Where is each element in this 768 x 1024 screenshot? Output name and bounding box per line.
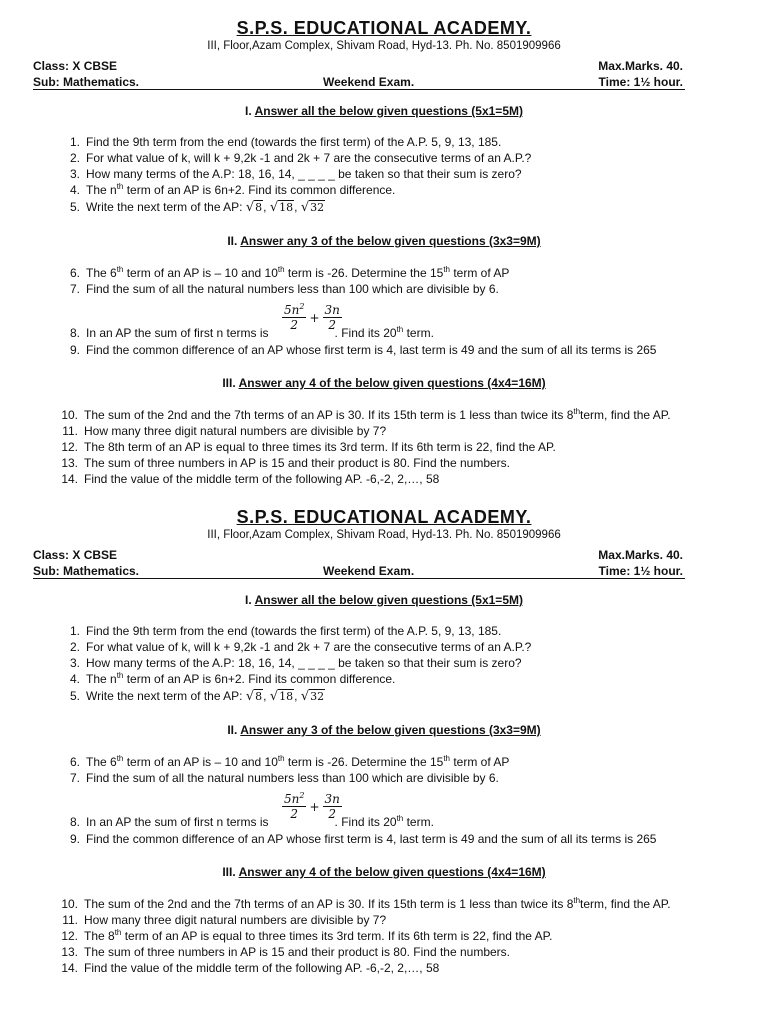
- fraction-denominator: 2: [328, 318, 337, 332]
- radicand: 18: [279, 201, 294, 214]
- subject-label: Sub: Mathematics.: [33, 564, 140, 578]
- question-text: In an AP the sum of first n terms is: [86, 326, 269, 340]
- section-2-heading: [0, 234, 768, 248]
- time-label: Time: 1½ hour.: [598, 564, 683, 578]
- question-text: term, find the AP.: [580, 897, 671, 911]
- question-text: Find the value of the middle term of the following AP. -6,-2, 2,…, 58: [84, 472, 440, 486]
- section-2-heading: [0, 723, 768, 737]
- question-text: Write the next term of the AP:: [86, 689, 246, 703]
- superscript: th: [277, 754, 285, 763]
- question-text: . Find its 20: [334, 326, 397, 340]
- question-11: [54, 424, 386, 439]
- question-text: The sum of three numbers in AP is 15 and their product is 80. Find the numbers.: [84, 456, 511, 470]
- section-text: Answer any 4 of the below given questions (4x4=16M): [238, 376, 546, 390]
- plus-sign: +: [309, 310, 320, 325]
- question-text: The sum of three numbers in AP is 15 and their product is 80. Find the numbers.: [84, 945, 511, 959]
- question-number: 13.: [61, 456, 78, 470]
- question-number: 8.: [69, 815, 80, 829]
- question-number: 1.: [69, 624, 80, 638]
- question-text: term of AP: [449, 755, 510, 769]
- question-9: [56, 832, 656, 847]
- superscript: th: [116, 182, 124, 191]
- comma: ,: [294, 200, 298, 214]
- fraction-denominator: 2: [290, 318, 299, 332]
- question-number: 11.: [62, 424, 78, 438]
- question-text: For what value of k, will k + 9,2k -1 and 2k + 7 are the consecutive terms of an A.P.?: [86, 151, 532, 165]
- radicand: 8: [255, 201, 263, 214]
- superscript: th: [443, 265, 450, 274]
- question-number: 2.: [69, 640, 80, 654]
- question-text: term of AP: [449, 266, 510, 280]
- subject-row: [33, 75, 685, 90]
- section-number: III.: [222, 865, 236, 879]
- question-7: [56, 771, 499, 786]
- question-text: The 8th term of an AP is equal to three times its 3rd term. If its 6th term is 22, find the AP.: [84, 440, 556, 454]
- max-marks-label: Max.Marks. 40.: [598, 548, 683, 562]
- subject-label: Sub: Mathematics.: [33, 75, 140, 89]
- question-number: 2.: [69, 151, 80, 165]
- question-number: 12.: [61, 440, 78, 454]
- section-text: Answer any 3 of the below given questions (3x3=9M): [240, 234, 541, 248]
- sqrt-symbol: √: [245, 200, 255, 215]
- question-text: Find the sum of all the natural numbers less than 100 which are divisible by 6.: [86, 771, 499, 785]
- question-1: [56, 624, 501, 639]
- superscript: th: [573, 407, 581, 416]
- exam-sheet-copy-2: [0, 507, 768, 995]
- question-2: [56, 640, 531, 655]
- superscript: th: [116, 754, 124, 763]
- exponent: 2: [299, 302, 305, 311]
- question-number: 8.: [69, 326, 80, 340]
- section-number: II.: [227, 234, 238, 248]
- question-1: [56, 135, 501, 150]
- section-text: Answer any 4 of the below given questions (4x4=16M): [238, 865, 546, 879]
- question-6: [56, 755, 509, 770]
- question-text: Find the 9th term from the end (towards the first term) of the A.P. 5, 9, 13, 185.: [86, 624, 502, 638]
- question-text: Find the common difference of an AP whose first term is 4, last term is 49 and the sum of all its terms is 265: [86, 343, 657, 357]
- exam-sheet-copy-1: [0, 18, 768, 506]
- question-12: [54, 440, 556, 455]
- question-4: [56, 183, 395, 198]
- max-marks-label: Max.Marks. 40.: [598, 59, 683, 73]
- class-label: Class: X CBSE: [33, 59, 118, 73]
- subject-row: [33, 564, 685, 579]
- question-number: 10.: [61, 408, 78, 422]
- exponent: 2: [299, 791, 305, 800]
- plus-sign: +: [309, 799, 320, 814]
- question-text: . Find its 20: [334, 815, 397, 829]
- question-text: term of an AP is 6n+2. Find its common difference.: [123, 672, 396, 686]
- sqrt-symbol: √: [269, 689, 279, 704]
- section-number: III.: [222, 376, 236, 390]
- school-title: S.P.S. EDUCATIONAL ACADEMY.: [236, 18, 532, 38]
- question-text: In an AP the sum of first n terms is: [86, 815, 269, 829]
- section-3-heading: [0, 865, 768, 879]
- question-text: The n: [86, 183, 117, 197]
- question-text: The n: [86, 672, 117, 686]
- question-text: The 6: [86, 266, 117, 280]
- section-1-heading: [0, 593, 768, 607]
- question-5: [56, 200, 325, 215]
- question-14: [54, 961, 439, 976]
- question-text: How many three digit natural numbers are divisible by 7?: [84, 424, 387, 438]
- comma: ,: [263, 689, 267, 703]
- question-4: [56, 672, 395, 687]
- question-text: The 6: [86, 755, 117, 769]
- question-text: How many terms of the A.P: 18, 16, 14, _ _ _ _ be taken so that their sum is zero?: [86, 167, 522, 181]
- question-3: [56, 167, 522, 182]
- question-number: 9.: [69, 832, 80, 846]
- question-number: 14.: [61, 472, 78, 486]
- question-text: term, find the AP.: [580, 408, 671, 422]
- question-text: Write the next term of the AP:: [86, 200, 246, 214]
- question-number: 1.: [69, 135, 80, 149]
- fraction-numerator: 5n: [284, 303, 300, 317]
- question-text: How many terms of the A.P: 18, 16, 14, _ _ _ _ be taken so that their sum is zero?: [86, 656, 522, 670]
- comma: ,: [263, 200, 267, 214]
- superscript: th: [396, 325, 404, 334]
- fraction-numerator: 5n: [284, 792, 300, 806]
- question-number: 7.: [69, 282, 80, 296]
- section-1-heading: [0, 104, 768, 118]
- question-number: 6.: [69, 266, 80, 280]
- sqrt-symbol: √: [245, 689, 255, 704]
- question-number: 7.: [69, 771, 80, 785]
- sqrt-symbol: √: [269, 200, 279, 215]
- question-text: For what value of k, will k + 9,2k -1 and 2k + 7 are the consecutive terms of an A.P.?: [86, 640, 532, 654]
- question-text: How many three digit natural numbers are divisible by 7?: [84, 913, 387, 927]
- question-text: Find the common difference of an AP whose first term is 4, last term is 49 and the sum of all its terms is 265: [86, 832, 657, 846]
- question-text: Find the value of the middle term of the following AP. -6,-2, 2,…, 58: [84, 961, 440, 975]
- school-address: III, Floor,Azam Complex, Shivam Road, Hyd-13. Ph. No. 8501909966: [207, 529, 561, 541]
- question-text: term.: [403, 815, 434, 829]
- question-text: Find the sum of all the natural numbers less than 100 which are divisible by 6.: [86, 282, 499, 296]
- radicand: 18: [279, 690, 294, 703]
- section-number: II.: [227, 723, 238, 737]
- superscript: th: [114, 928, 122, 937]
- radicand: 8: [255, 690, 263, 703]
- section-number: I.: [245, 593, 252, 607]
- school-title: S.P.S. EDUCATIONAL ACADEMY.: [236, 507, 532, 527]
- school-address: III, Floor,Azam Complex, Shivam Road, Hyd-13. Ph. No. 8501909966: [207, 40, 561, 52]
- question-number: 10.: [61, 897, 78, 911]
- question-2: [56, 151, 531, 166]
- question-number: 3.: [69, 656, 80, 670]
- superscript: th: [116, 671, 124, 680]
- question-text: Find the 9th term from the end (towards the first term) of the A.P. 5, 9, 13, 185.: [86, 135, 502, 149]
- superscript: th: [396, 814, 404, 823]
- question-6: [56, 266, 509, 281]
- question-8: [56, 815, 434, 830]
- question-text: term of an AP is – 10 and 10: [123, 266, 278, 280]
- question-text: term of an AP is – 10 and 10: [123, 755, 278, 769]
- fraction-numerator: 3n: [324, 792, 340, 806]
- question-10: [54, 897, 671, 912]
- question-text: term is -26. Determine the 15: [284, 266, 444, 280]
- question-text: The sum of the 2nd and the 7th terms of an AP is 30. If its 15th term is 1 less than twice its 8: [84, 897, 574, 911]
- section-text: Answer all the below given questions (5x1=5M): [254, 104, 523, 118]
- section-text: Answer all the below given questions (5x1=5M): [254, 593, 523, 607]
- exam-label: Weekend Exam.: [323, 564, 415, 578]
- fraction-denominator: 2: [328, 807, 337, 821]
- question-5: [56, 689, 325, 704]
- superscript: th: [277, 265, 285, 274]
- section-number: I.: [245, 104, 252, 118]
- superscript: th: [573, 896, 581, 905]
- question-text: The 8: [84, 929, 115, 943]
- question-number: 12.: [61, 929, 78, 943]
- question-number: 5.: [69, 689, 80, 703]
- exam-label: Weekend Exam.: [323, 75, 415, 89]
- question-9: [56, 343, 656, 358]
- question-number: 6.: [69, 755, 80, 769]
- question-3: [56, 656, 522, 671]
- question-number: 11.: [62, 913, 78, 927]
- question-text: term of an AP is equal to three times its 3rd term. If its 6th term is 22, find the AP.: [121, 929, 553, 943]
- fraction-numerator: 3n: [324, 303, 340, 317]
- radicand: 32: [310, 201, 325, 214]
- question-text: The sum of the 2nd and the 7th terms of an AP is 30. If its 15th term is 1 less than twice its 8: [84, 408, 574, 422]
- question-11: [54, 913, 386, 928]
- question-7: [56, 282, 499, 297]
- question-text: term of an AP is 6n+2. Find its common difference.: [123, 183, 396, 197]
- question-13: [54, 456, 510, 471]
- question-number: 14.: [61, 961, 78, 975]
- radicand: 32: [310, 690, 325, 703]
- question-number: 13.: [61, 945, 78, 959]
- question-8: [56, 326, 434, 341]
- question-text: term is -26. Determine the 15: [284, 755, 444, 769]
- question-14: [54, 472, 439, 487]
- sqrt-symbol: √: [300, 200, 310, 215]
- superscript: th: [116, 265, 124, 274]
- question-10: [54, 408, 671, 423]
- question-number: 4.: [69, 672, 80, 686]
- question-13: [54, 945, 510, 960]
- section-text: Answer any 3 of the below given questions (3x3=9M): [240, 723, 541, 737]
- comma: ,: [294, 689, 298, 703]
- question-number: 5.: [69, 200, 80, 214]
- sqrt-symbol: √: [300, 689, 310, 704]
- question-number: 3.: [69, 167, 80, 181]
- question-text: term.: [403, 326, 434, 340]
- time-label: Time: 1½ hour.: [598, 75, 683, 89]
- superscript: th: [443, 754, 450, 763]
- fraction-denominator: 2: [290, 807, 299, 821]
- question-number: 9.: [69, 343, 80, 357]
- section-3-heading: [0, 376, 768, 390]
- question-12: [54, 929, 552, 944]
- class-label: Class: X CBSE: [33, 548, 118, 562]
- question-number: 4.: [69, 183, 80, 197]
